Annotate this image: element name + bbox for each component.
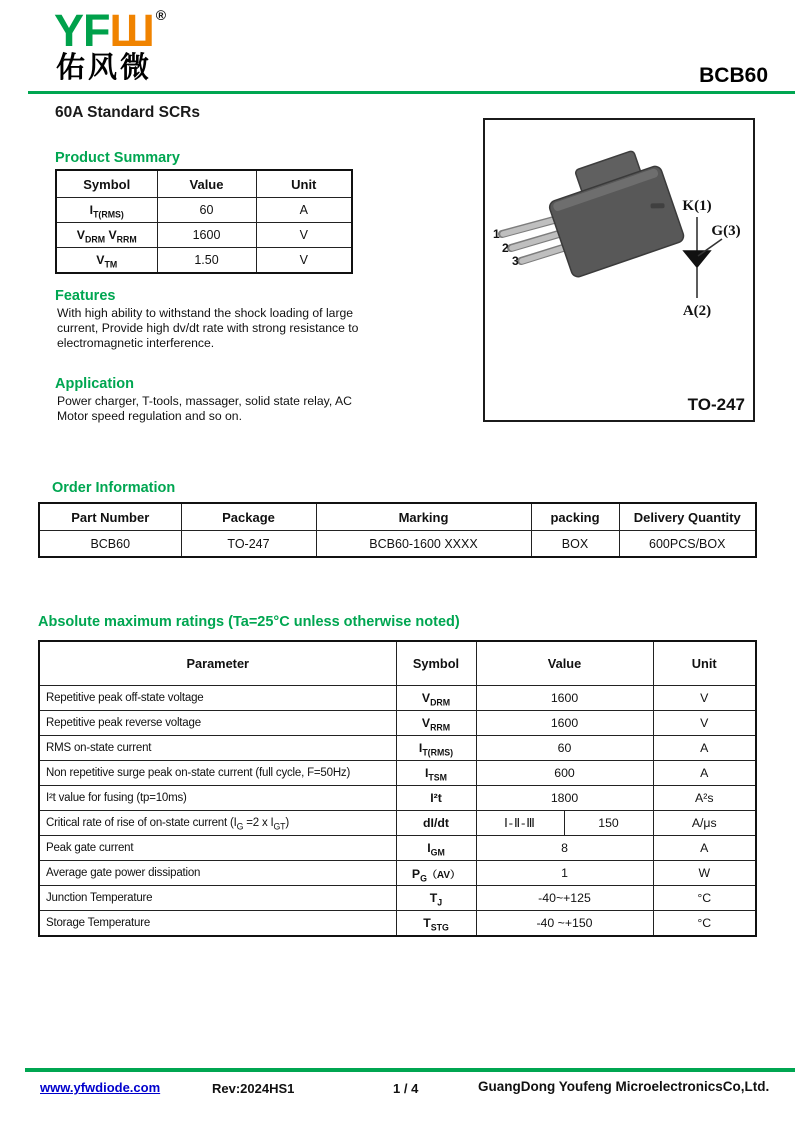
table-row bbox=[39, 761, 756, 786]
cell-symbol: $V_{DRM}$ $V_{RRM}$ bbox=[56, 223, 157, 248]
column-header-symbol: Symbol bbox=[396, 641, 476, 686]
cell-symbol: dI/dt bbox=[396, 811, 476, 836]
table-row bbox=[39, 886, 756, 911]
cell-value: 1.50 bbox=[157, 248, 256, 274]
features-text: With high ability to withstand the shock loading of large current, Provide high dv/dt rate with strong resistance to electromagnetic interference. bbox=[57, 306, 359, 350]
cell-unit: A bbox=[653, 761, 756, 786]
cell-parameter: RMS on-state current bbox=[39, 736, 396, 761]
cell-symbol: $V_{RRM}$ bbox=[396, 711, 476, 736]
table-row bbox=[39, 736, 756, 761]
table-row bbox=[39, 531, 756, 558]
column-header-value: Value bbox=[157, 170, 256, 198]
cell-unit: V bbox=[653, 711, 756, 736]
column-header-unit: Unit bbox=[256, 170, 352, 198]
cell-unit: °C bbox=[653, 886, 756, 911]
application-text: Power charger, T-tools, massager, solid state relay, AC Motor speed regulation and so on. bbox=[57, 394, 352, 423]
table-row bbox=[39, 861, 756, 886]
cell-value: 1600 bbox=[476, 686, 653, 711]
product-summary-heading: Product Summary bbox=[55, 150, 180, 166]
cell-value: 1 bbox=[476, 861, 653, 886]
cell-value: 8 bbox=[476, 836, 653, 861]
cell-parameter: Average gate power dissipation bbox=[39, 861, 396, 886]
cell-parameter: Peak gate current bbox=[39, 836, 396, 861]
cell-marking: BCB60-1600 XXXX bbox=[316, 531, 531, 558]
cell-parameter: Storage Temperature bbox=[39, 911, 396, 937]
cell-unit: W bbox=[653, 861, 756, 886]
cell-value: 600 bbox=[476, 761, 653, 786]
cell-parameter: Junction Temperature bbox=[39, 886, 396, 911]
table-row bbox=[56, 198, 352, 223]
pin-label-3: 3 bbox=[512, 254, 519, 268]
revision-label: Rev:2024HS1 bbox=[212, 1081, 295, 1096]
header-divider bbox=[28, 91, 795, 94]
column-header-package: Package bbox=[181, 503, 316, 531]
cell-value: 1600 bbox=[157, 223, 256, 248]
order-information-table bbox=[38, 502, 757, 558]
cell-parameter: Non repetitive surge peak on-state current (full cycle, F=50Hz) bbox=[39, 761, 396, 786]
cell-unit: °C bbox=[653, 911, 756, 937]
logo-text-orange: Ш bbox=[109, 5, 154, 56]
cell-value: 1800 bbox=[476, 786, 653, 811]
cell-unit: V bbox=[256, 223, 352, 248]
company-name: GuangDong Youfeng MicroelectronicsCo,Ltd. bbox=[478, 1079, 770, 1094]
cell-symbol: $I_{GM}$ bbox=[396, 836, 476, 861]
cell-value: 150 bbox=[564, 811, 653, 836]
cell-value-class: Ⅰ-Ⅱ-Ⅲ bbox=[476, 811, 564, 836]
column-header-packing: packing bbox=[531, 503, 619, 531]
table-row bbox=[56, 248, 352, 274]
package-figure-box bbox=[483, 118, 755, 422]
column-header-symbol: Symbol bbox=[56, 170, 157, 198]
table-header-row bbox=[56, 170, 352, 198]
cell-symbol: $T_J$ bbox=[396, 886, 476, 911]
cell-part-number: BCB60 bbox=[39, 531, 181, 558]
package-name-label: TO-247 bbox=[687, 395, 745, 414]
cell-unit: V bbox=[256, 248, 352, 274]
abs-max-ratings-heading: Absolute maximum ratings (Ta=25°C unless otherwise noted) bbox=[38, 614, 460, 630]
application-heading: Application bbox=[55, 376, 134, 392]
cell-value: -40 ~+150 bbox=[476, 911, 653, 937]
product-summary-table bbox=[55, 169, 353, 274]
table-row bbox=[39, 836, 756, 861]
cell-parameter: Critical rate of rise of on-state current ($I_G =2$ x $I_{GT}$) bbox=[39, 811, 396, 836]
package-figure bbox=[485, 120, 753, 420]
cell-unit: V bbox=[653, 686, 756, 711]
cell-value: -40~+125 bbox=[476, 886, 653, 911]
page-number: 1 / 4 bbox=[393, 1081, 419, 1096]
cell-symbol: $I_{T(RMS)}$ bbox=[56, 198, 157, 223]
cell-parameter: Repetitive peak off-state voltage bbox=[39, 686, 396, 711]
cell-symbol: $T_{STG}$ bbox=[396, 911, 476, 937]
cell-package: TO-247 bbox=[181, 531, 316, 558]
column-header-marking: Marking bbox=[316, 503, 531, 531]
gate-label: G(3) bbox=[711, 223, 741, 239]
abs-max-ratings-table bbox=[38, 640, 757, 937]
company-logo bbox=[54, 5, 166, 56]
pin-label-2: 2 bbox=[502, 241, 509, 255]
logo-text-green: YF bbox=[54, 5, 110, 56]
table-header-row bbox=[39, 503, 756, 531]
cell-delivery-quantity: 600PCS/BOX bbox=[619, 531, 756, 558]
cell-symbol: $I_{TSM}$ bbox=[396, 761, 476, 786]
cell-value: 60 bbox=[157, 198, 256, 223]
column-header-delivery-quantity: Delivery Quantity bbox=[619, 503, 756, 531]
table-row bbox=[39, 811, 756, 836]
column-header-unit: Unit bbox=[653, 641, 756, 686]
cell-value: 60 bbox=[476, 736, 653, 761]
page-title: 60A Standard SCRs bbox=[55, 104, 200, 121]
cell-unit: A bbox=[256, 198, 352, 223]
features-heading: Features bbox=[55, 288, 116, 304]
table-row bbox=[39, 786, 756, 811]
cell-unit: A/μs bbox=[653, 811, 756, 836]
cell-parameter: Repetitive peak reverse voltage bbox=[39, 711, 396, 736]
pin-label-1: 1 bbox=[493, 227, 500, 241]
order-information-heading: Order Information bbox=[52, 480, 176, 496]
footer-divider bbox=[25, 1068, 795, 1072]
anode-label: A(2) bbox=[682, 303, 712, 319]
part-number-title: BCB60 bbox=[699, 64, 768, 87]
cell-symbol: $I_{T(RMS)}$ bbox=[396, 736, 476, 761]
table-row bbox=[39, 911, 756, 937]
table-row bbox=[39, 711, 756, 736]
table-row bbox=[56, 223, 352, 248]
cell-symbol: $V_{DRM}$ bbox=[396, 686, 476, 711]
table-header-row bbox=[39, 641, 756, 686]
cell-symbol: I²t bbox=[396, 786, 476, 811]
cathode-label: K(1) bbox=[682, 198, 712, 214]
table-row bbox=[39, 686, 756, 711]
cell-value: 1600 bbox=[476, 711, 653, 736]
company-name-chinese: 佑风微 bbox=[56, 52, 153, 84]
column-header-part-number: Part Number bbox=[39, 503, 181, 531]
column-header-parameter: Parameter bbox=[39, 641, 396, 686]
cell-unit: A bbox=[653, 836, 756, 861]
cell-packing: BOX bbox=[531, 531, 619, 558]
website-link[interactable]: www.yfwdiode.com bbox=[40, 1080, 161, 1095]
registered-trademark-icon: ® bbox=[155, 7, 166, 23]
cell-unit: A²s bbox=[653, 786, 756, 811]
cell-symbol: $V_{TM}$ bbox=[56, 248, 157, 274]
cell-parameter: I²t value for fusing (tp=10ms) bbox=[39, 786, 396, 811]
cell-symbol: $P_G(AV)$ bbox=[396, 861, 476, 886]
cell-unit: A bbox=[653, 736, 756, 761]
package-body bbox=[541, 144, 686, 279]
column-header-value: Value bbox=[476, 641, 653, 686]
